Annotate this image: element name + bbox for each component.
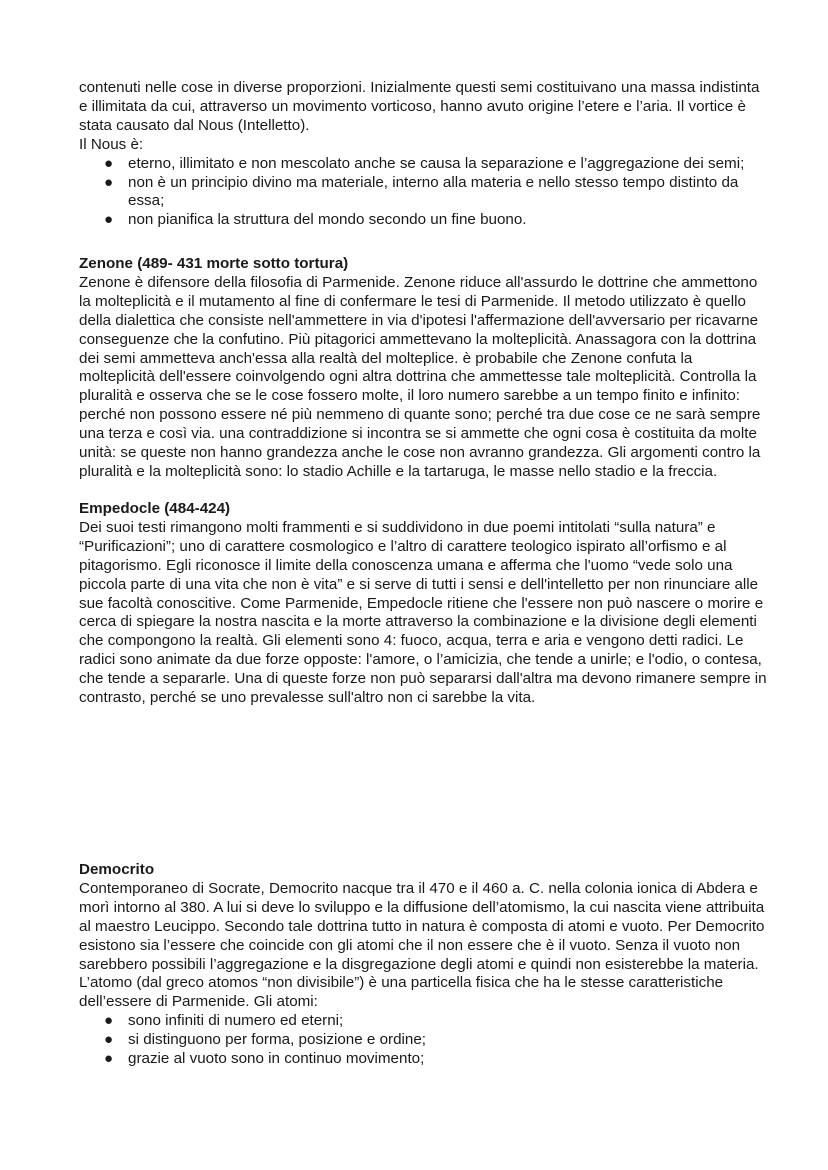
list-item-text: non pianifica la struttura del mondo secondo un fine buono. [128, 211, 527, 229]
list-item-text: si distinguono per forma, posizione e ordine; [128, 1031, 427, 1049]
bullet-icon: ● [104, 1031, 114, 1049]
empedocle-section [79, 500, 769, 708]
list-item-text: sono infiniti di numero ed eterni; [128, 1012, 344, 1030]
list-item [79, 174, 769, 212]
anassagora-continuation [79, 79, 769, 230]
democrito-heading: Democrito [79, 861, 155, 878]
list-item [79, 1012, 769, 1031]
empedocle-paragraph: Dei suoi testi rimangono molti frammenti e si suddividono in due poemi intitolati “sulla natura” e “Purificazioni”; uno di carattere cosmologico e l’altro di carattere teologico ispirato all’orfismo e al pitagorismo. Egli riconosce il limite della conoscenza umana e afferma che l'uomo “vede solo una piccola parte di una vita che non è vita” e si serve di tutti i sensi e dell'intelletto per non rinunciare alle sue facoltà conoscitive. Come Parmenide, Empedocle ritiene che l'essere non può nascere o morire e cerca di spiegare la nostra nascita e la morte attraverso la combinazione e la divisione degli elementi che compongono la realtà. Gli elementi sono 4: fuoco, acqua, terra e aria e vengono detti radici. Le radici sono animate da due forze opposte: l'amore, o l’amicizia, che tende a unirle; e l'odio, o contesa, che tende a separarle. Una di queste forze non può separarsi dall'altra ma devono rimanere sempre in contrasto, perché se uno prevalesse sull'altro non ci sarebbe la vita. [79, 518, 767, 707]
nous-label: Il Nous è: [79, 135, 144, 153]
list-item-text: non è un principio divino ma materiale, interno alla materia e nello stesso tempo distinto da essa; [128, 173, 739, 210]
list-item [79, 155, 769, 174]
bullet-icon: ● [104, 1012, 114, 1030]
intro-paragraph: contenuti nelle cose in diverse proporzioni. Inizialmente questi semi costituivano una massa indistinta e illimitata da cui, attraverso un movimento vorticoso, hanno avuto origine l’etere e l’aria. Il vortice è stata causato dal Nous (Intelletto). [79, 79, 760, 134]
bullet-icon: ● [104, 211, 114, 229]
list-item-text: eterno, illimitato e non mescolato anche se causa la separazione e l’aggregazione dei semi; [128, 154, 745, 172]
democrito-section [79, 861, 769, 1069]
bullet-icon: ● [104, 1050, 114, 1068]
empedocle-heading: Empedocle (484-424) [79, 500, 231, 517]
bullet-icon: ● [104, 154, 114, 172]
atomi-bullet-list [79, 1012, 769, 1069]
nous-bullet-list [79, 155, 769, 231]
zenone-section [79, 255, 769, 482]
zenone-paragraph: Zenone è difensore della filosofia di Parmenide. Zenone riduce all'assurdo le dottrine che ammettono la molteplicità e il mutamento al fine di confermare le tesi di Parmenide. Il metodo utilizzato è quello della dialettica che consiste nell'ammettere in via d'ipotesi l'affermazione dell'avversario per ricavarne conseguenze che la confutino. Più pitagorici ammettevano la molteplicità. Anassagora con la dottrina dei semi ammetteva anch'essa alla realtà del molteplice. è probabile che Zenone confuta la molteplicità dell'essere coinvolgendo ogni altra dottrina che ammettesse tale molteplicità. Controlla la pluralità e osserva che se le cose fossero molte, il loro numero sarebbe a un tempo finito e infinito: perché non possono essere né più nemmeno di quante sono; perché tra due cose ce ne sarà sempre una terza e così via. una contraddizione si incontra se si ammette che ogni cosa è costituita da molte unità: se queste non hanno grandezza anche le cose non avranno grandezza. Gli argomenti contro la pluralità e la molteplicità sono: lo stadio Achille e la tartaruga, le masse nello stadio e la freccia. [79, 273, 761, 480]
list-item [79, 1050, 769, 1069]
democrito-paragraph: Contemporaneo di Socrate, Democrito nacque tra il 470 e il 460 a. C. nella colonia ionica di Abdera e morì intorno al 380. A lui si deve lo sviluppo e la diffusione dell’atomismo, la cui nascita viene attribuita al maestro Leucippo. Secondo tale dottrina tutto in natura è composta di atomi e vuoto. Per Democrito esistono sia l’essere che coincide con gli atomi che il non essere che è il vuoto. Senza il vuoto non sarebbero possibili l’aggregazione e la disgregazione degli atomi e quindi non esisterebbe la materia. L’atomo (dal greco atomos “non divisibile”) è una particella fisica che ha le stesse caratteristiche dell’essere di Parmenide. Gli atomi: [79, 879, 765, 1011]
list-item [79, 211, 769, 230]
list-item [79, 1031, 769, 1050]
list-item-text: grazie al vuoto sono in continuo movimento; [128, 1050, 425, 1068]
bullet-icon: ● [104, 173, 114, 191]
zenone-heading: Zenone (489- 431 morte sotto tortura) [79, 255, 349, 272]
